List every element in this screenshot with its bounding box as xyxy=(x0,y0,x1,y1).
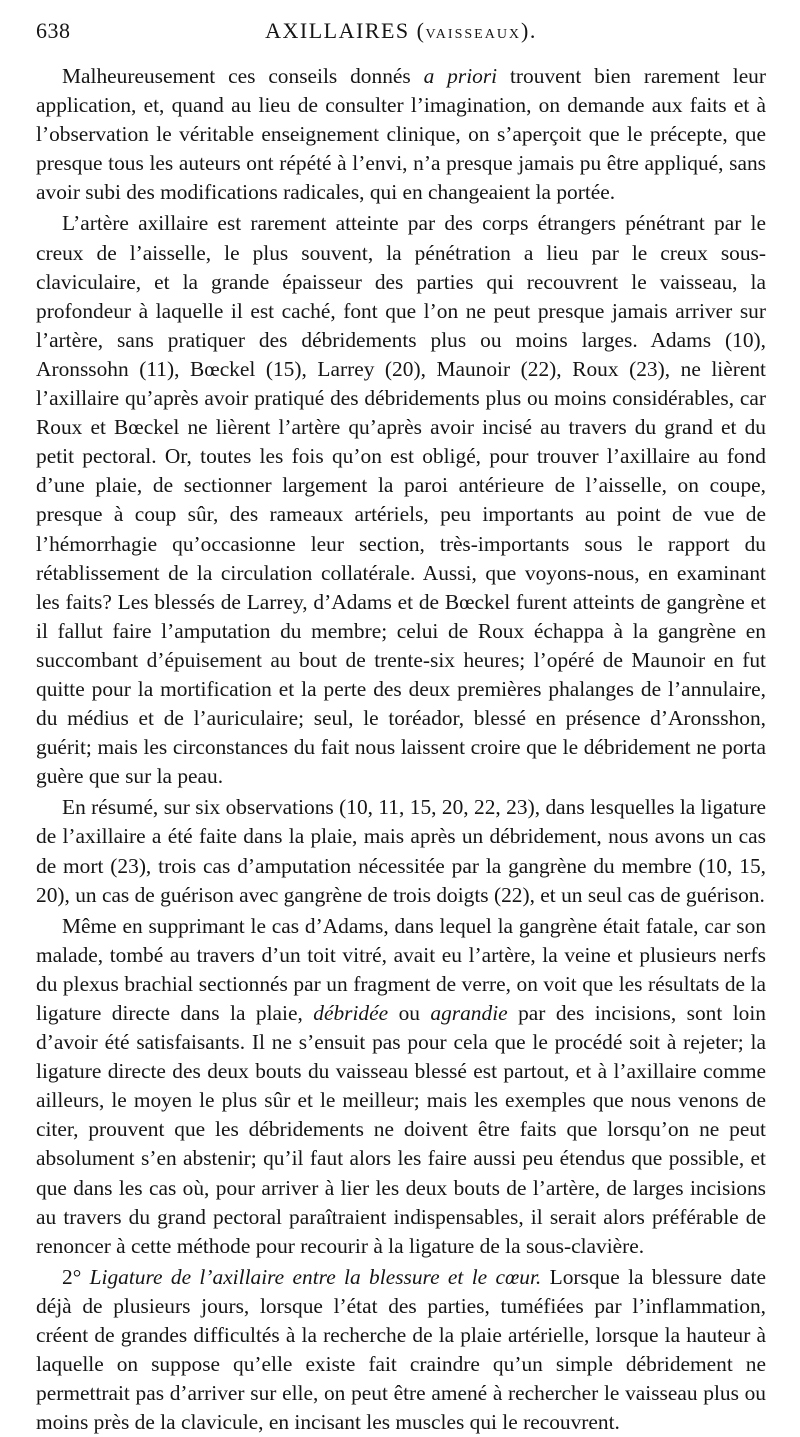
page-number: 638 xyxy=(36,18,71,43)
text-run: ou xyxy=(388,1001,431,1025)
text-run: 2° xyxy=(62,1264,90,1289)
italic-text: agrandie xyxy=(430,1001,508,1025)
text-run: Lorsque la blessure date déjà de plusieurs jours, lorsque l’état des parties, tuméfiées par l’inflammation, créent de grandes difficultés à la recherche de la plaie artérielle, lorsque la hauteur à laquelle on suppose qu’elle existe fait craindre qu’un simple débridement ne permettrait pas d’arriver sur elle, on peut être amené à rechercher le vaisseau plus ou moins près de la clavicule, en incisant les muscles qui le recouvrent. xyxy=(36,1264,766,1435)
text-run: L’artère axillaire est rarement atteinte par des corps étrangers pénétrant par le creux de l’aisselle, le plus souvent, la pénétration a lieu par le creux sous-claviculaire, et la grande épaisseur des parties qui recouvrent le vaisseau, la profondeur à laquelle il est caché, font que l’on ne peut presque jamais arriver sur l’artère, sans pratiquer des débridements plus ou moins larges. Adams (10), Aronssohn (11), Bœckel (15), Larrey (20), Maunoir (22), Roux (23), ne lièrent l’axillaire qu’après avoir pratiqué des débridements plus ou moins considérables, car Roux et Bœckel ne lièrent l’artère qu’après avoir incisé au travers du grand et du petit pectoral. Or, toutes les fois qu’on est obligé, pour trouver l’axillaire au fond d’une plaie, de sectionner largement la paroi antérieure de l’aisselle, on coupe, presque à coup sûr, des rameaux artériels, peu importants au point de vue de l’hémorrhagie qu’occasionne leur section, très-importants sous le rapport du rétablissement de la circulation collatérale. Aussi, que voyons-nous, en examinant les faits? Les blessés de Larrey, d’Adams et de Bœckel furent atteints de gangrène et il fallut faire l’amputation du membre; celui de Roux échappa à la gangrène en succombant d’épuisement au bout de trente-six heures; l’opéré de Maunoir en fut quitte pour la mortification et la perte des deux premières phalanges de l’annulaire, du médius et de l’auriculaire; seul, le toréador, blessé en présence d’Aronsshon, guérit; mais les circonstances du fait nous laissent croire que le débridement ne porta guère que sur la peau. xyxy=(36,211,766,789)
running-title-close: ). xyxy=(521,18,537,43)
italic-text: a priori xyxy=(423,64,498,88)
text-run: En résumé, sur six observations (10, 11, 15, 20, 22, 23), dans lesquelles la ligature de l’axillaire a été faite dans la plaie, mais après un débridement, nous avons un cas de mort (23), trois cas d’amputation nécessitée par la gangrène du membre (10, 15, 20), un cas de guérison avec gangrène de trois doigts (22), et un seul cas de guérison. xyxy=(36,795,766,907)
paragraph xyxy=(36,209,766,791)
italic-text: Ligature de l’axillaire entre la blessure et le cœur. xyxy=(89,1264,542,1289)
running-title-main: AXILLAIRES xyxy=(265,18,410,43)
running-title-subtitle: VAISSEAUX xyxy=(425,27,522,42)
running-title xyxy=(36,18,766,44)
paragraph xyxy=(36,1263,766,1437)
text-run: Même en supprimant le cas d’Adams, dans lequel la gangrène était fatale, car son malade, tombé au travers d’un toit vitré, avait eu l’artère, la veine et plusieurs nerfs du plexus brachial sectionnés par un fragment de verre, on voit que les résultats de la ligature directe dans la plaie, xyxy=(36,913,766,1025)
paragraph xyxy=(36,793,766,909)
italic-text: débridée xyxy=(313,1001,389,1025)
page-header xyxy=(36,18,766,62)
text-run: Malheureusement ces conseils donnés xyxy=(62,64,424,88)
book-page xyxy=(36,18,766,1437)
text-run: trouvent bien rarement leur application, et, quand au lieu de consulter l’imagination, on demande aux faits et à l’observation le véritable enseignement clinique, on s’aperçoit que le précepte, que presque tous les auteurs ont répété à l’envi, n’a presque jamais pu être appliqué, sans avoir subi des modifications radicales, qui en changeaient la portée. xyxy=(36,64,767,205)
text-run: par des incisions, sont loin d’avoir été satisfaisants. Il ne s’ensuit pas pour cela que le procédé soit à rejeter; la ligature directe des deux bouts du vaisseau blessé est partout, et à l’axillaire comme ailleurs, le moyen le plus sûr et le meilleur; mais les exemples que nous venons de citer, prouvent que les débridements ne doivent être faits que lorsqu’on ne peut absolument s’en abstenir; qu’il faut alors les faire aussi peu étendus que possible, et que dans les cas où, pour arriver à lier les deux bouts de l’artère, de larges incisions au travers du grand pectoral paraîtraient indispensables, il serait alors préférable de renoncer à cette méthode pour recourir à la ligature de la sous-clavière. xyxy=(36,1001,766,1258)
paragraph xyxy=(36,912,766,1261)
paragraph xyxy=(36,62,766,207)
running-title-open: ( xyxy=(409,18,426,43)
body-text xyxy=(36,62,766,1437)
